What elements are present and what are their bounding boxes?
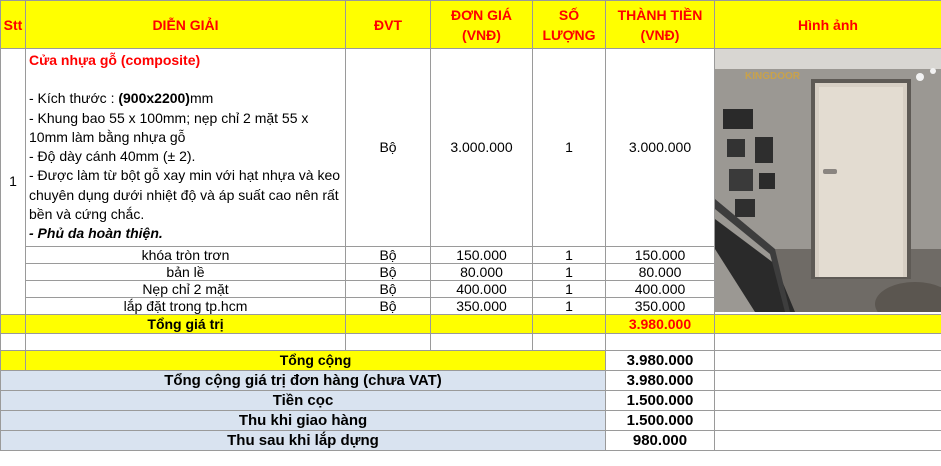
sub-item-qty: 1 [533, 263, 606, 280]
item-frame-spec: - Khung bao 55 x 100mm; nẹp chỉ 2 mặt 55 x 10mm làm bằng nhựa gỗ [29, 109, 309, 145]
summary-value: 1.500.000 [606, 390, 715, 410]
header-total-line2: (VNĐ) [640, 26, 680, 43]
item-stt: 1 [1, 49, 26, 315]
item-description [26, 49, 346, 247]
summary-label: Tổng cộng giá trị đơn hàng (chưa VAT) [1, 370, 606, 390]
sub-item-price: 350.000 [431, 297, 533, 314]
item-size-value: (900x2200) [118, 90, 190, 107]
grand-total-row [1, 350, 941, 370]
header-price-line2: (VNĐ) [462, 26, 501, 43]
sub-item-name: bản lề [26, 263, 346, 280]
sub-item-total: 400.000 [606, 280, 715, 297]
sub-item-price: 150.000 [431, 246, 533, 263]
sub-item-qty: 1 [533, 297, 606, 314]
header-total [606, 1, 715, 49]
summary-label: Thu sau khi lắp dựng [1, 430, 606, 450]
header-image: Hình ảnh [715, 1, 941, 49]
sub-item-unit: Bộ [346, 297, 431, 314]
summary-value: 1.500.000 [606, 410, 715, 430]
header-row [1, 1, 941, 49]
sub-item-total: 350.000 [606, 297, 715, 314]
sub-item-unit: Bộ [346, 246, 431, 263]
header-stt: Stt [1, 1, 26, 49]
sub-item-name: lắp đặt trong tp.hcm [26, 297, 346, 314]
header-unit: ĐVT [346, 1, 431, 49]
sub-item-total: 80.000 [606, 263, 715, 280]
product-image-cell [715, 49, 941, 315]
subtotal-label: Tổng giá trị [26, 314, 346, 333]
item-material-spec: - Được làm từ bột gỗ xay min với hạt nhựa và keo chuyên dụng dưới nhiệt độ và áp suất cao nên rất bền và cứng chắc. [29, 167, 341, 223]
main-item-row [1, 49, 941, 247]
sub-item-unit: Bộ [346, 280, 431, 297]
item-qty: 1 [533, 49, 606, 247]
grand-total-label: Tổng cộng [26, 350, 606, 370]
summary-row-0 [1, 370, 941, 390]
header-price-line1: ĐƠN GIÁ [451, 6, 512, 23]
door-photo [715, 49, 941, 312]
summary-label: Tiền cọc [1, 390, 606, 410]
spacer-row [1, 333, 941, 350]
summary-value: 980.000 [606, 430, 715, 450]
sub-item-name: Nẹp chỉ 2 mặt [26, 280, 346, 297]
summary-label: Thu khi giao hàng [1, 410, 606, 430]
sub-item-name: khóa tròn trơn [26, 246, 346, 263]
summary-row-2 [1, 410, 941, 430]
item-size: - Kích thước : (900x2200)mm [29, 90, 214, 107]
header-description: DIỄN GIẢI [26, 1, 346, 49]
subtotal-row [1, 314, 941, 333]
header-qty-line2: LƯỢNG [542, 26, 596, 43]
grand-total-value: 3.980.000 [606, 350, 715, 370]
image-logo: KINGDOOR [745, 71, 800, 82]
sub-item-qty: 1 [533, 246, 606, 263]
sub-item-qty: 1 [533, 280, 606, 297]
header-qty-line1: SỐ [558, 6, 580, 23]
item-unit: Bộ [346, 49, 431, 247]
header-quantity [533, 1, 606, 49]
summary-value: 3.980.000 [606, 370, 715, 390]
subtotal-value: 3.980.000 [606, 314, 715, 333]
item-thickness-spec: - Độ dày cánh 40mm (± 2). [29, 148, 196, 165]
sub-item-price: 400.000 [431, 280, 533, 297]
header-price [431, 1, 533, 49]
item-title: Cửa nhựa gỗ (composite) [29, 52, 201, 68]
item-price: 3.000.000 [431, 49, 533, 247]
door-illustration [715, 49, 941, 312]
summary-row-1 [1, 390, 941, 410]
item-total: 3.000.000 [606, 49, 715, 247]
sub-item-price: 80.000 [431, 263, 533, 280]
item-finish-spec: - Phủ da hoàn thiện. [29, 225, 163, 242]
sub-item-total: 150.000 [606, 246, 715, 263]
summary-row-3 [1, 430, 941, 450]
sub-item-unit: Bộ [346, 263, 431, 280]
header-total-line1: THÀNH TIỀN [617, 6, 703, 23]
